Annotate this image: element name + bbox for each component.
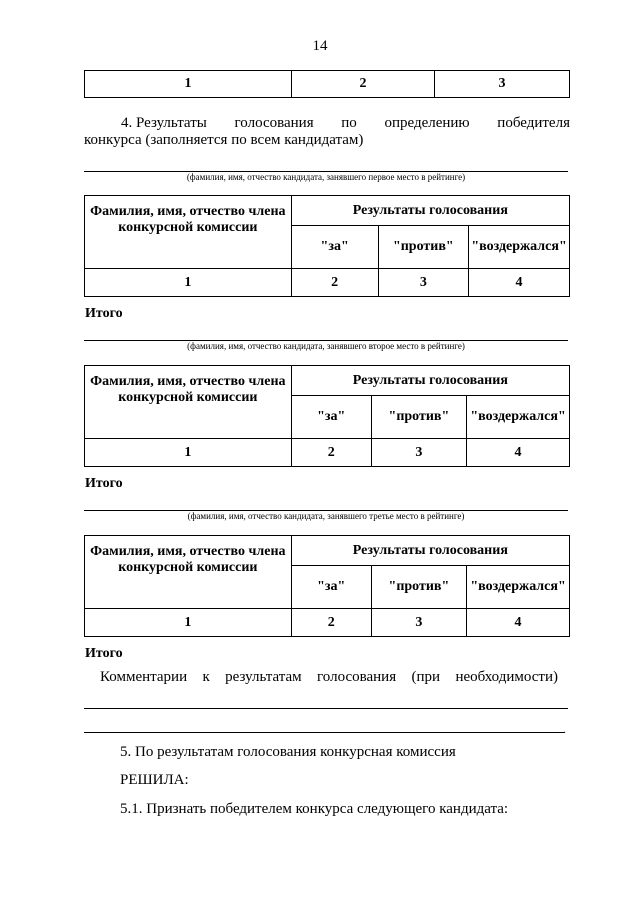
member-header: Фамилия, имя, отчество члена конкурсной комиссии <box>85 196 292 269</box>
section5-line1: 5. По результатам голосования конкурсная комиссия <box>120 744 456 760</box>
col-for-header: "за" <box>291 566 371 609</box>
col-against-header: "против" <box>371 396 466 439</box>
member-header: Фамилия, имя, отчество члена конкурсной комиссии <box>85 536 292 609</box>
num-cell-1: 1 <box>85 269 292 297</box>
results-header: Результаты голосования <box>291 196 569 226</box>
comments-word: необходимости) <box>455 669 558 685</box>
header-cell-1: 1 <box>85 71 292 98</box>
candidate-caption-3: (фамилия, имя, отчество кандидата, занявшего третье место в рейтинге) <box>187 511 465 521</box>
col-abstain-header: "воздержался" <box>469 226 570 269</box>
col-abstain-header: "воздержался" <box>467 396 570 439</box>
num-cell-2: 2 <box>291 269 378 297</box>
num-cell-1: 1 <box>85 609 292 637</box>
section4-word: голосования <box>234 115 314 131</box>
decided-label: РЕШИЛА: <box>120 772 189 788</box>
candidate-caption-2: (фамилия, имя, отчество кандидата, занявшего второе место в рейтинге) <box>187 341 465 351</box>
section4-word: определению <box>384 115 470 131</box>
num-cell-3: 3 <box>371 439 466 467</box>
comments-line <box>100 667 558 687</box>
col-against-header: "против" <box>378 226 468 269</box>
candidate-caption-1: (фамилия, имя, отчество кандидата, занявшего первое место в рейтинге) <box>186 172 466 182</box>
num-cell-4: 4 <box>469 269 570 297</box>
section4-line2: конкурса (заполняется по всем кандидатам) <box>84 132 364 148</box>
comments-end-dot: . <box>563 722 566 736</box>
comments-fill-line-1 <box>84 708 568 709</box>
num-cell-1: 1 <box>85 439 292 467</box>
total-label-1: Итого <box>85 306 123 321</box>
num-cell-4: 4 <box>467 609 570 637</box>
vote-table-3 <box>84 535 570 637</box>
col-for-header: "за" <box>291 396 371 439</box>
section4-word: 4. Результаты <box>121 115 207 131</box>
header-cell-3: 3 <box>435 71 570 98</box>
results-header: Результаты голосования <box>291 536 569 566</box>
results-header: Результаты голосования <box>291 366 569 396</box>
total-label-2: Итого <box>85 476 123 491</box>
comments-word: (при <box>411 669 441 685</box>
num-cell-3: 3 <box>378 269 468 297</box>
col-for-header: "за" <box>291 226 378 269</box>
section4-word: по <box>341 115 357 131</box>
section4-word: победителя <box>497 115 570 131</box>
num-cell-2: 2 <box>291 439 371 467</box>
col-abstain-header: "воздержался" <box>467 566 570 609</box>
vote-table-2 <box>84 365 570 467</box>
item-5-1: 5.1. Признать победителем конкурса следующего кандидата: <box>120 801 509 817</box>
num-cell-2: 2 <box>291 609 371 637</box>
vote-table-1 <box>84 195 570 297</box>
comments-word: к <box>202 669 210 685</box>
num-cell-4: 4 <box>467 439 570 467</box>
page-number: 14 <box>312 38 328 54</box>
num-cell-3: 3 <box>371 609 466 637</box>
comments-word: голосования <box>317 669 397 685</box>
member-header: Фамилия, имя, отчество члена конкурсной комиссии <box>85 366 292 439</box>
total-label-3: Итого <box>85 646 123 661</box>
comments-word: Комментарии <box>100 669 188 685</box>
comments-fill-line-2 <box>84 732 564 733</box>
comments-word: результатам <box>225 669 302 685</box>
header-cell-2: 2 <box>292 71 435 98</box>
col-against-header: "против" <box>371 566 466 609</box>
header-table <box>84 70 570 98</box>
